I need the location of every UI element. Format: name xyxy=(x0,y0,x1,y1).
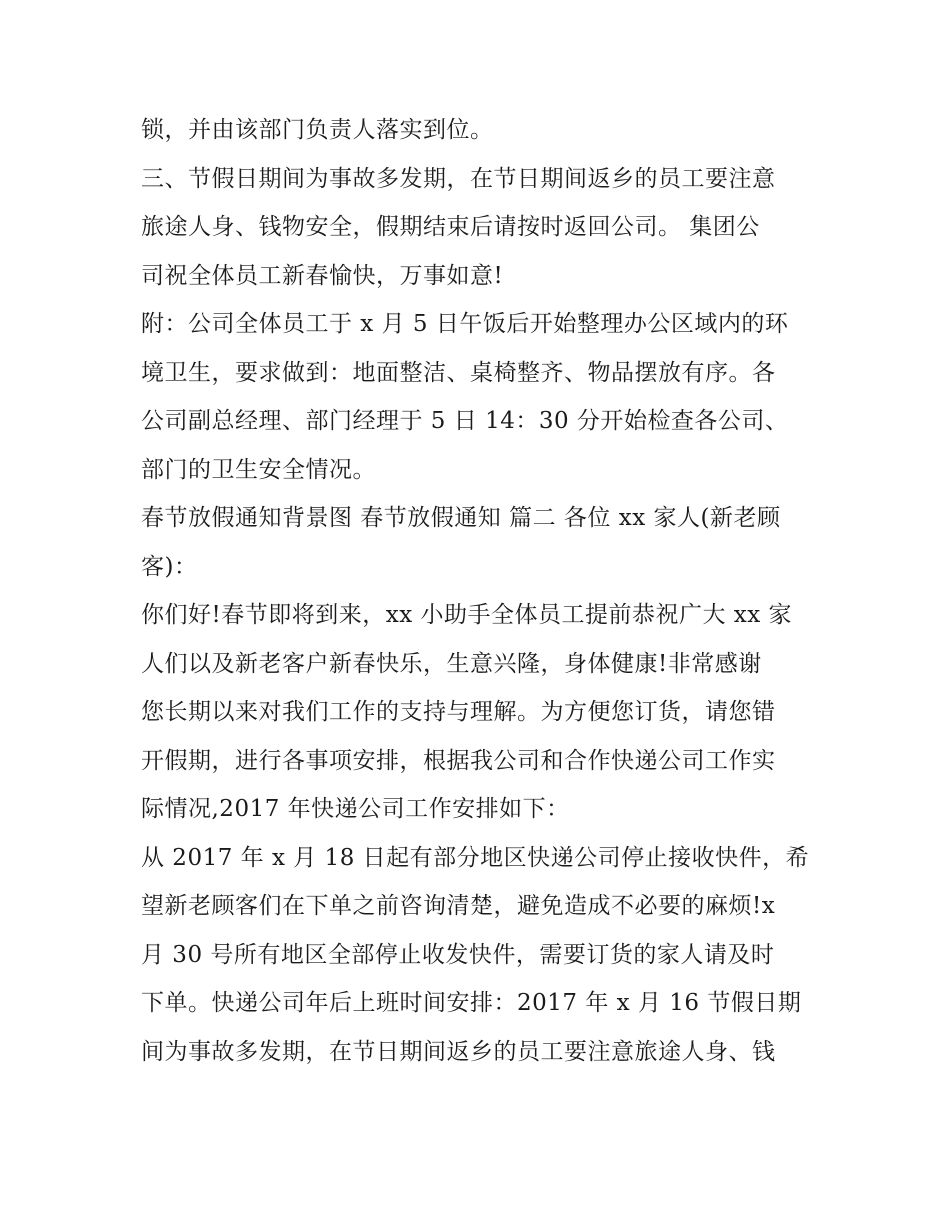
text-line: 司祝全体员工新春愉快，万事如意! xyxy=(141,262,504,289)
text-line: 际情况,2017 年快递公司工作安排如下： xyxy=(141,796,570,822)
document-body xyxy=(141,106,821,1076)
text-line: 三、节假日期间为事故多发期，在节日期间返乡的员工要注意 xyxy=(141,165,776,192)
text-line: 锁，并由该部门负责人落实到位。 xyxy=(141,117,494,143)
text-line: 间为事故多发期，在节日期间返乡的员工要注意旅途人身、钱 xyxy=(141,1038,776,1065)
text-line: 下单。快递公司年后上班时间安排：2017 年 x 月 16 节假日期 xyxy=(141,990,802,1016)
text-line: 境卫生，要求做到：地面整洁、桌椅整齐、物品摆放有序。各 xyxy=(141,359,776,386)
text-line: 你们好!春节即将到来，xx 小助手全体员工提前恭祝广大 xx 家 xyxy=(141,602,793,628)
text-line: 开假期，进行各事项安排，根据我公司和合作快递公司工作实 xyxy=(141,747,776,774)
text-line: 客)： xyxy=(141,553,198,580)
text-line: 公司副总经理、部门经理于 5 日 14：30 分开始检查各公司、 xyxy=(141,408,789,434)
text-line: 春节放假通知背景图 春节放假通知 篇二 各位 xx 家人(新老顾 xyxy=(141,505,781,531)
text-line: 月 30 号所有地区全部停止收发快件，需要订货的家人请及时 xyxy=(141,941,775,968)
text-line: 人们以及新老客户新春快乐，生意兴隆，身体健康!非常感谢 xyxy=(141,650,762,677)
text-line: 附：公司全体员工于 x 月 5 日午饭后开始整理办公区域内的环 xyxy=(141,311,789,337)
text-line: 望新老顾客们在下单之前咨询清楚，避免造成不必要的麻烦!x xyxy=(141,893,776,919)
text-line: 您长期以来对我们工作的支持与理解。为方便您订货，请您错 xyxy=(141,699,776,725)
text-line: 旅途人身、钱物安全，假期结束后请按时返回公司。 集团公 xyxy=(141,214,760,240)
text-line: 部门的卫生安全情况。 xyxy=(141,456,376,483)
text-line: 从 2017 年 x 月 18 日起有部分地区快递公司停止接收快件，希 xyxy=(141,844,810,871)
